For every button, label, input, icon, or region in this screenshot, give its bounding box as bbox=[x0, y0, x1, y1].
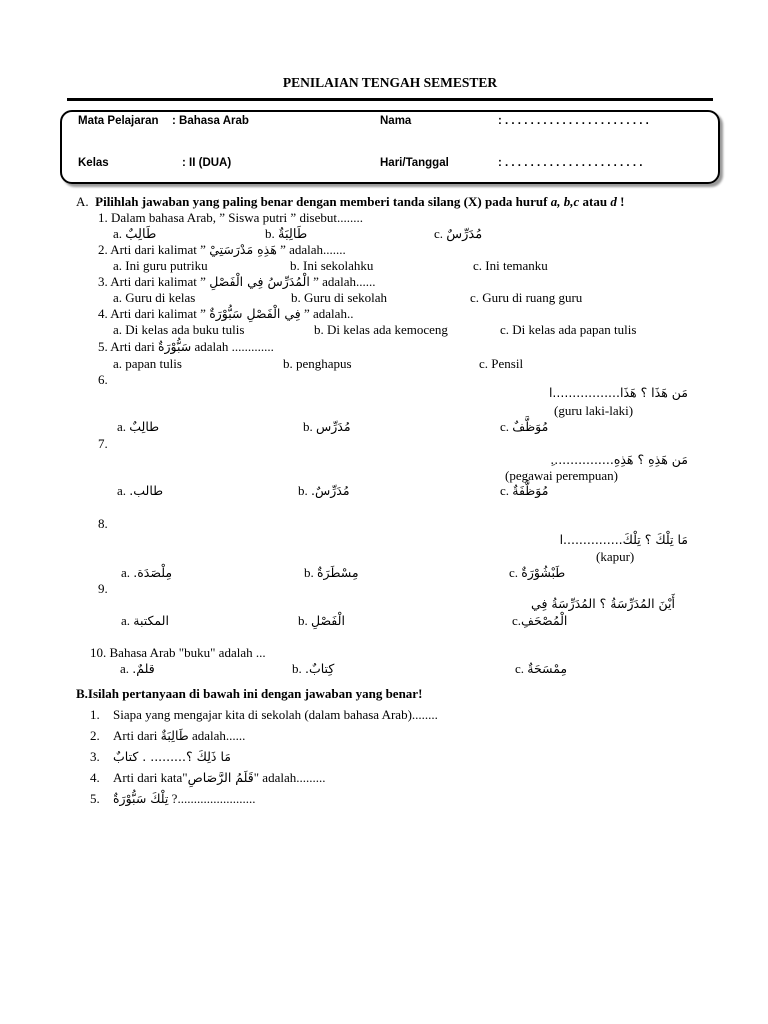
question-10-option-a-text: قلمٌ. bbox=[132, 661, 155, 676]
subject-label: Mata Pelajaran bbox=[78, 115, 159, 127]
question-7-option-c-text: مُوَظَّفَةٌ bbox=[512, 483, 549, 498]
section-b-item-2-pre: Arti dari bbox=[113, 728, 158, 743]
class-value: : II (DUA) bbox=[182, 157, 232, 169]
section-b-item-4-post: " adalah......... bbox=[253, 770, 326, 785]
question-7-option-a-letter: a. bbox=[117, 483, 127, 498]
question-2-option-a[interactable]: a. Ini guru putriku bbox=[113, 258, 208, 273]
question-2-stem-arabic: هَذِهِ مَدْرَسَتِيْ bbox=[209, 242, 277, 257]
question-10-stem: 10. Bahasa Arab "buku" adalah ... bbox=[90, 645, 266, 660]
section-b-item-2-text bbox=[113, 728, 245, 744]
question-4-option-a[interactable]: a. Di kelas ada buku tulis bbox=[113, 322, 245, 337]
question-5-option-c[interactable]: c. Pensil bbox=[479, 356, 524, 371]
question-3-stem-pre: 3. Arti dari kalimat ” bbox=[98, 274, 206, 289]
question-7-option-c[interactable] bbox=[500, 483, 548, 499]
question-7-hint: (pegawai perempuan) bbox=[505, 468, 618, 483]
date-field[interactable]: : . . . . . . . . . . . . . . . . . . . . . . bbox=[498, 157, 643, 169]
class-label: Kelas bbox=[78, 157, 109, 169]
question-4-option-c[interactable]: c. Di kelas ada papan tulis bbox=[500, 322, 637, 337]
section-a-d: d bbox=[610, 194, 617, 209]
question-3-option-a[interactable]: a. Guru di kelas bbox=[113, 290, 196, 305]
question-6-arabic: مَن هَذَا ؟ هَذَا.................ا bbox=[548, 385, 688, 400]
section-b-item-3-arabic: مَا ذَلِكَ ؟......... . كتابٌ bbox=[113, 749, 231, 764]
question-1-option-c[interactable]: c. مُدَرِّسٌ bbox=[434, 226, 483, 241]
question-8-arabic: مَا تِلْكَ ؟ تِلْكَ...............ا bbox=[559, 532, 688, 547]
section-a-instruction: Pilihlah jawaban yang paling benar dengan memberi tanda silang (X) pada huruf bbox=[95, 194, 551, 209]
question-8-option-c-text: طَبْشُوْرَةٌ bbox=[521, 565, 566, 580]
question-3-option-c[interactable]: c. Guru di ruang guru bbox=[470, 290, 583, 305]
question-6-option-c-letter: c. bbox=[500, 419, 510, 434]
question-5-stem-pre: 5. Arti dari bbox=[98, 339, 155, 354]
question-10-option-a-letter: a. bbox=[120, 661, 130, 676]
question-3-option-b[interactable]: b. Guru di sekolah bbox=[291, 290, 388, 305]
question-9-option-c-text: الْمُصْحَفِ bbox=[521, 613, 568, 628]
question-4-stem-arabic: فِي الْفَصْلِ سَبُّوْرَةٌ bbox=[209, 306, 301, 321]
section-a-vars: a, b,c bbox=[550, 194, 580, 209]
question-6-number: 6. bbox=[98, 372, 108, 387]
date-label: Hari/Tanggal bbox=[380, 157, 449, 169]
section-b-item-4-number: 4. bbox=[90, 770, 100, 785]
question-10-option-a[interactable] bbox=[120, 661, 155, 677]
question-10-option-c[interactable] bbox=[515, 661, 567, 677]
question-8-option-c-letter: c. bbox=[509, 565, 519, 580]
question-7-option-a[interactable] bbox=[117, 483, 163, 499]
page-title: PENILAIAN TENGAH SEMESTER bbox=[282, 75, 498, 90]
section-b-item-1-text: Siapa yang mengajar kita di sekolah (dalam bahasa Arab)........ bbox=[113, 707, 438, 722]
question-10-option-c-text: مِمْسَحَةٌ bbox=[527, 661, 568, 676]
question-5-option-a[interactable]: a. papan tulis bbox=[113, 356, 182, 371]
question-1-stem: 1. Dalam bahasa Arab, ” Siswa putri ” disebut........ bbox=[98, 210, 363, 225]
title-rule bbox=[67, 98, 713, 101]
question-7-option-b[interactable] bbox=[298, 483, 350, 499]
question-8-number: 8. bbox=[98, 516, 108, 531]
question-9-option-b-text: الْفَصْلِ bbox=[311, 613, 345, 628]
section-b-item-3-number: 3. bbox=[90, 749, 100, 764]
question-2-stem bbox=[98, 242, 346, 258]
question-9-option-b-letter: b. bbox=[298, 613, 308, 628]
question-6-option-c-text: مُوَظَّفٌ bbox=[512, 419, 549, 434]
section-b-item-4-text bbox=[113, 770, 325, 786]
question-6-option-b-letter: b. bbox=[303, 419, 313, 434]
question-3-stem-post: ” adalah...... bbox=[313, 274, 376, 289]
question-6-option-b[interactable] bbox=[303, 419, 351, 435]
question-6-option-a-text: طالِبٌ bbox=[129, 419, 160, 434]
question-3-stem bbox=[98, 274, 376, 290]
section-b-item-2-post: adalah...... bbox=[191, 728, 246, 743]
question-7-option-b-text: مُدَرِّسٌ. bbox=[311, 483, 350, 498]
question-4-stem-pre: 4. Arti dari kalimat ” bbox=[98, 306, 206, 321]
question-6-option-a[interactable] bbox=[117, 419, 159, 435]
question-7-option-c-letter: c. bbox=[500, 483, 510, 498]
question-8-option-c[interactable] bbox=[509, 565, 565, 581]
question-7-option-a-text: طالب. bbox=[129, 483, 164, 498]
section-b-item-5-post: ?........................ bbox=[171, 791, 256, 806]
name-label: Nama bbox=[380, 115, 412, 127]
section-b-item-1-number: 1. bbox=[90, 707, 100, 722]
section-b-item-4-pre: Arti dari kata" bbox=[113, 770, 188, 785]
question-8-option-a[interactable] bbox=[121, 565, 172, 581]
question-1-option-b[interactable]: b. طَالِبَةٌ bbox=[265, 226, 308, 241]
question-10-option-c-letter: c. bbox=[515, 661, 525, 676]
question-9-option-c-letter: c. bbox=[512, 613, 522, 628]
question-4-stem bbox=[98, 306, 353, 322]
question-5-stem-arabic: سَبُّوْرَةٌ bbox=[157, 339, 192, 354]
question-1-option-a[interactable]: a. طَالِبٌ bbox=[113, 226, 157, 241]
question-4-stem-post: ” adalah.. bbox=[304, 306, 354, 321]
question-8-option-b-text: مِسْطَرَةٌ bbox=[317, 565, 359, 580]
section-b-item-2-number: 2. bbox=[90, 728, 100, 743]
section-a-or: atau bbox=[579, 194, 611, 209]
question-9-number: 9. bbox=[98, 581, 108, 596]
question-10-option-b-letter: b. bbox=[292, 661, 302, 676]
question-8-option-a-letter: a. bbox=[121, 565, 131, 580]
question-9-option-a-text: المكتبة bbox=[133, 613, 169, 628]
question-3-stem-arabic: الْمُدَرِّسُ فِي الْفَصْلِ bbox=[209, 274, 310, 289]
section-a-letter: A. bbox=[76, 194, 89, 209]
question-9-option-a-letter: a. bbox=[121, 613, 131, 628]
section-b-item-4-arabic: قَلَمُ الرَّصَاصِ bbox=[187, 770, 254, 785]
question-2-stem-pre: 2. Arti dari kalimat ” bbox=[98, 242, 206, 257]
section-b-item-5-arabic: تِلْكَ سَبُّوْرَةٌ bbox=[113, 791, 169, 806]
question-8-option-b-letter: b. bbox=[304, 565, 314, 580]
question-4-option-b[interactable]: b. Di kelas ada kemoceng bbox=[314, 322, 448, 337]
question-9-arabic: أَيْنَ المُدَرِّسَةُ ؟ المُدَرِّسَةُ فِي bbox=[531, 596, 675, 611]
question-8-option-a-text: مِلْصَدَة. bbox=[133, 565, 173, 580]
question-6-hint: (guru laki-laki) bbox=[554, 403, 634, 418]
section-b-heading: B.Isilah pertanyaan di bawah ini dengan jawaban yang benar! bbox=[76, 686, 423, 701]
question-5-option-b[interactable]: b. penghapus bbox=[283, 356, 352, 371]
question-7-number: 7. bbox=[98, 436, 108, 451]
question-8-option-b[interactable] bbox=[304, 565, 359, 581]
question-10-option-b[interactable] bbox=[292, 661, 334, 677]
section-b-item-2-arabic: طَالِبَةٌ bbox=[160, 728, 189, 743]
section-b-item-5-text bbox=[113, 791, 255, 807]
question-5-stem-post: adalah ............. bbox=[194, 339, 274, 354]
question-8-hint: (kapur) bbox=[596, 549, 635, 564]
question-7-option-b-letter: b. bbox=[298, 483, 308, 498]
subject-value: : Bahasa Arab bbox=[172, 115, 249, 127]
section-b-item-5-number: 5. bbox=[90, 791, 100, 806]
question-7-arabic: مَن هَذِهِ ؟ هَذِهِ................ِ bbox=[550, 452, 688, 467]
section-a-end: ! bbox=[616, 194, 625, 209]
question-10-option-b-text: كِتابٌ. bbox=[305, 661, 335, 676]
question-6-option-c[interactable] bbox=[500, 419, 548, 435]
section-a-heading bbox=[76, 194, 624, 210]
name-field[interactable]: : . . . . . . . . . . . . . . . . . . . . . . . bbox=[498, 115, 649, 127]
question-2-option-b[interactable]: b. Ini sekolahku bbox=[290, 258, 374, 273]
question-5-stem bbox=[98, 339, 274, 355]
question-6-option-a-letter: a. bbox=[117, 419, 127, 434]
question-9-option-c[interactable] bbox=[512, 613, 567, 629]
question-9-option-a[interactable] bbox=[121, 613, 169, 629]
question-2-option-c[interactable]: c. Ini temanku bbox=[473, 258, 548, 273]
question-6-option-b-text: مُدَرِّس bbox=[316, 419, 351, 434]
question-9-option-b[interactable] bbox=[298, 613, 345, 629]
question-2-stem-post: ” adalah....... bbox=[280, 242, 346, 257]
